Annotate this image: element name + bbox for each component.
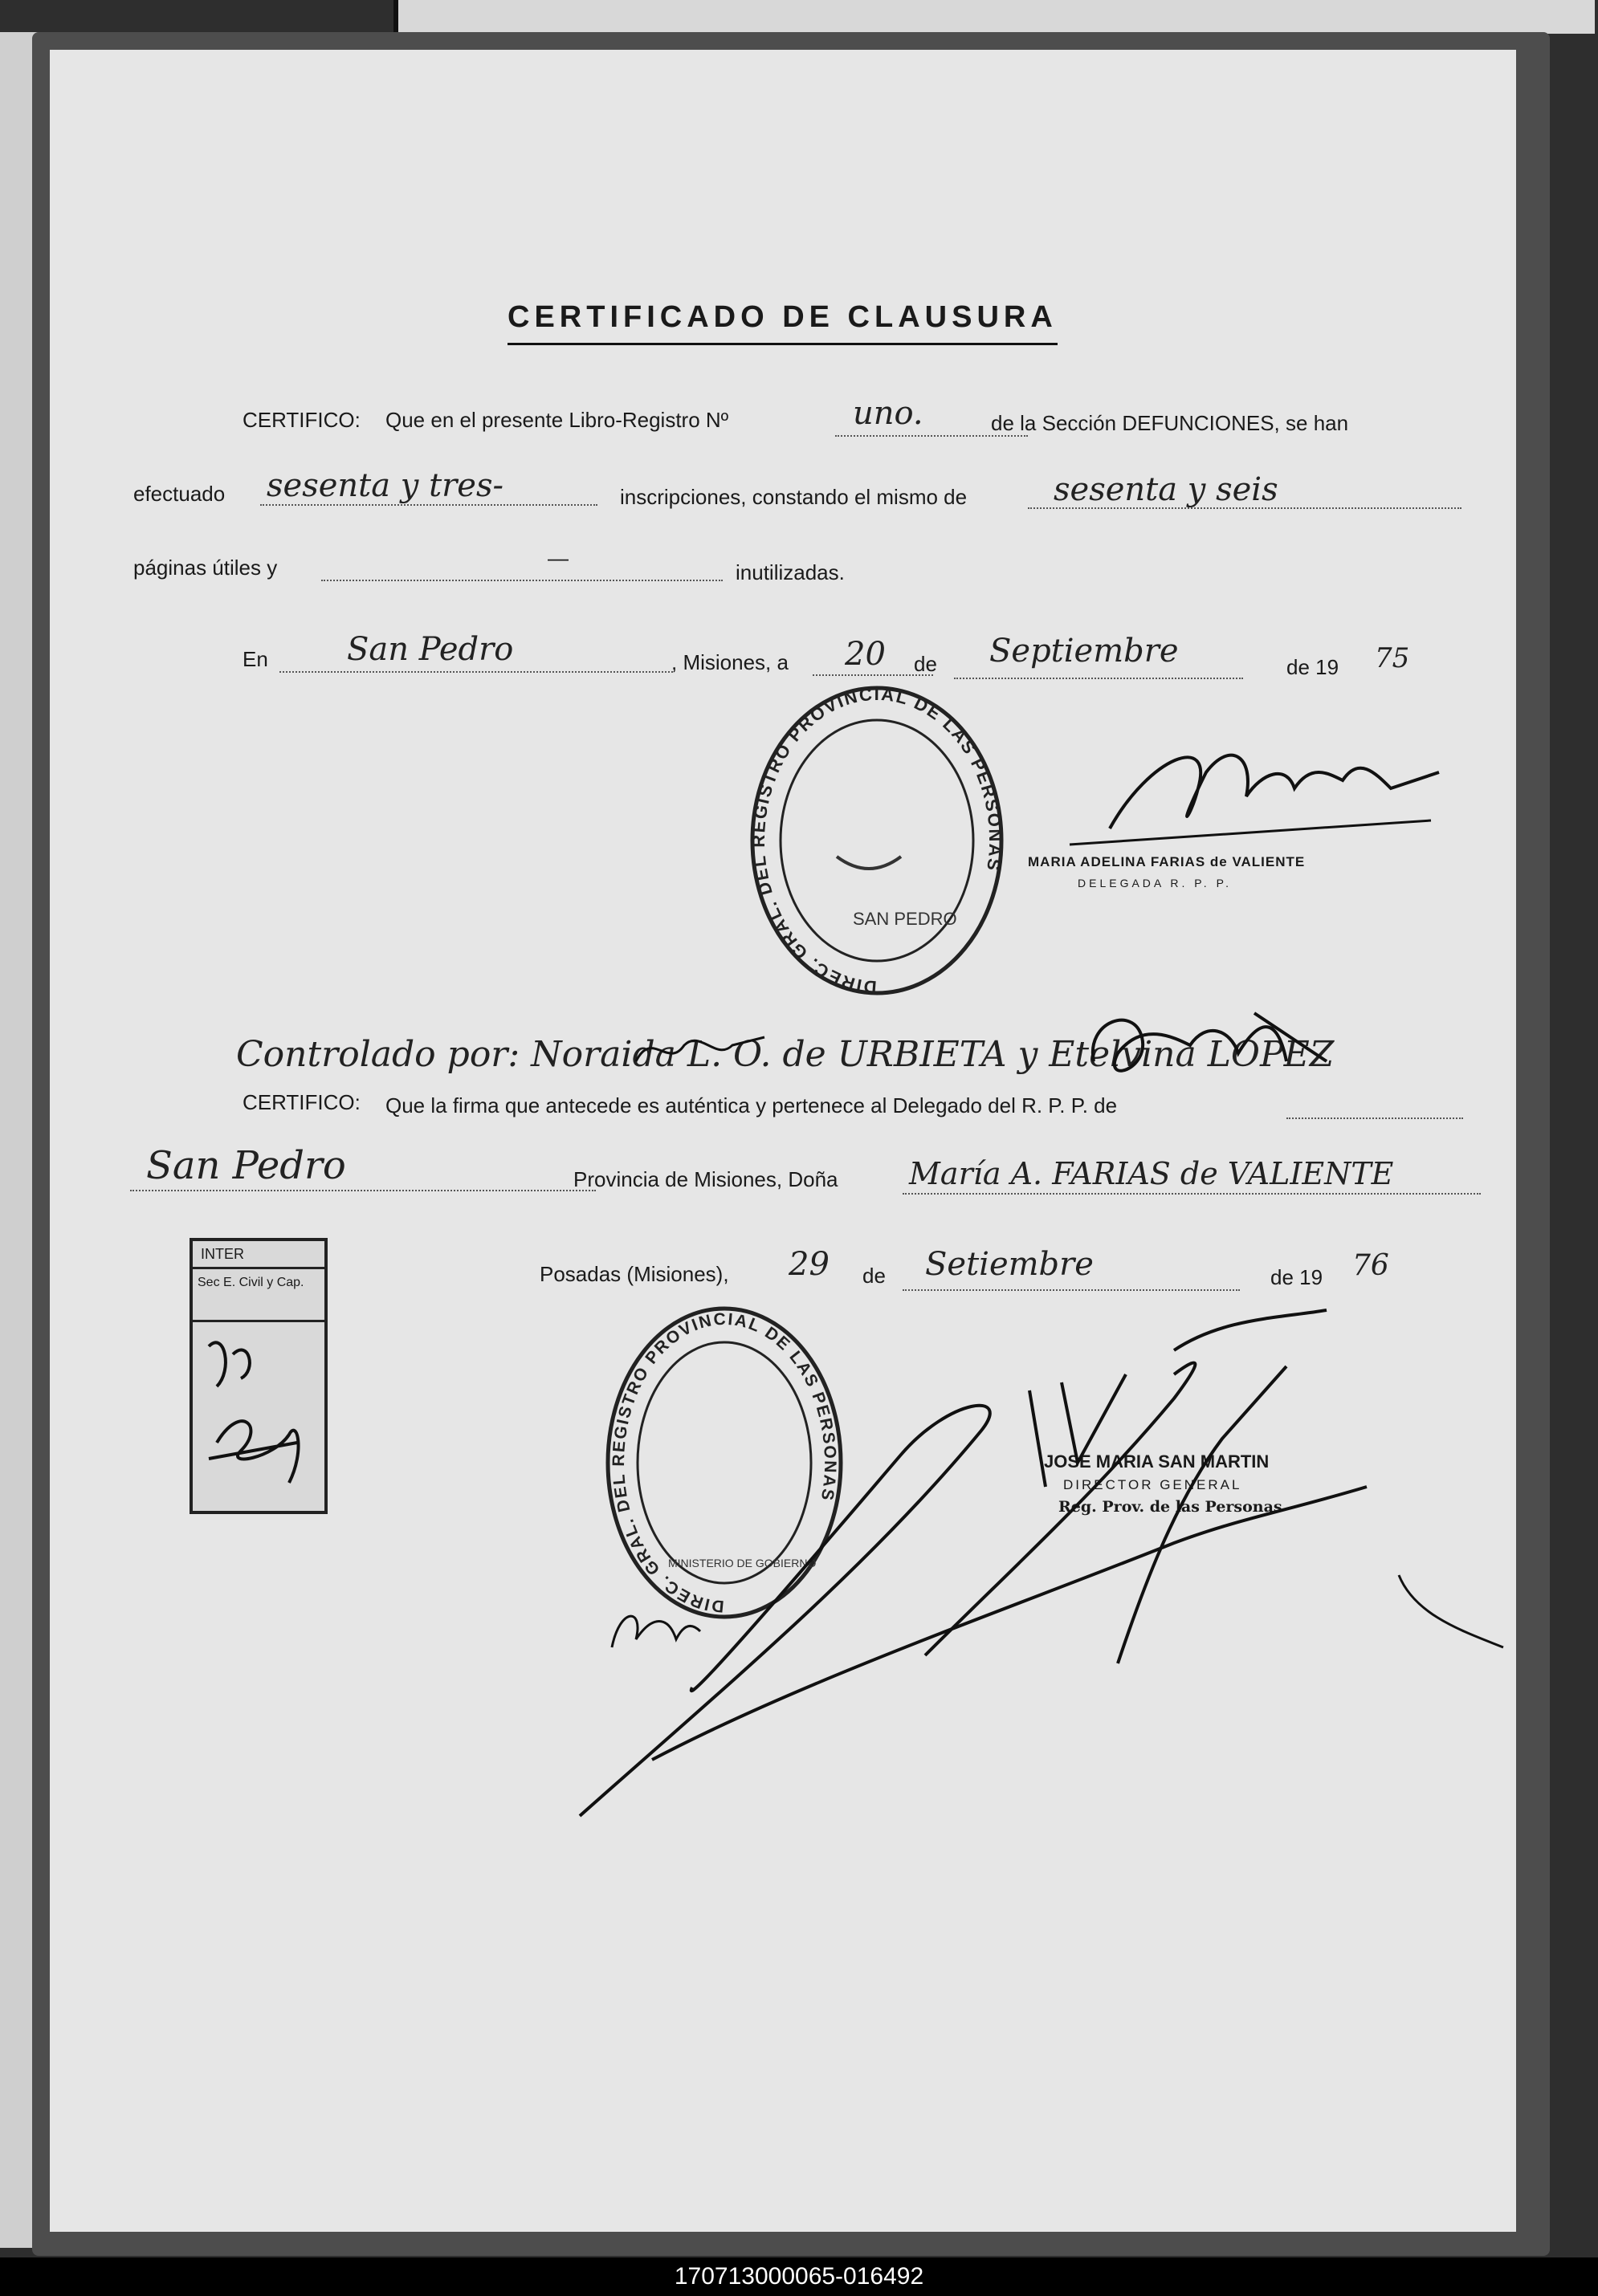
seccion-defunciones-text: de la Sección DEFUNCIONES, se han [991, 411, 1349, 435]
signature-2-name: JOSE MARIA SAN MARTIN [1044, 1451, 1270, 1472]
controller-signature-graphic [1070, 989, 1343, 1109]
inter-stamp-initials-graphic [193, 1322, 321, 1499]
month-line-1 [954, 678, 1243, 679]
inscripciones-count: sesenta y tres- [267, 467, 504, 504]
de-label-2: de [862, 1264, 886, 1288]
provincia-dona-label: Provincia de Misiones, Doña [573, 1167, 838, 1191]
year-prefix-1: de 19 [1286, 655, 1339, 679]
misiones-a-label: , Misiones, a [671, 650, 789, 674]
controller-initials-graphic [628, 1021, 773, 1077]
year-prefix-2: de 19 [1270, 1265, 1323, 1289]
delegado-line [1286, 1117, 1463, 1119]
signature-2-org: Reg. Prov. de las Personas [1058, 1498, 1282, 1516]
dona-name-value: María A. FARIAS de VALIENTE [909, 1156, 1394, 1191]
en-label: En [243, 647, 268, 671]
certifico-label-2: CERTIFICO: [243, 1090, 361, 1114]
signature-1-graphic [1054, 724, 1455, 861]
year-suffix-1: 75 [1375, 642, 1410, 674]
month-value-2: Setiembre [925, 1246, 1094, 1283]
inutilizadas-label: inutilizadas. [736, 560, 845, 584]
de-label-1: de [914, 652, 937, 676]
inscripciones-label: inscripciones, constando el mismo de [620, 485, 968, 509]
certificate-page [50, 50, 1516, 2232]
efectuado-label: efectuado [133, 482, 226, 506]
certifico-label-1: CERTIFICO: [243, 408, 361, 432]
place-value-2: San Pedro [146, 1143, 346, 1188]
inscripciones-line [260, 504, 597, 506]
registry-stamp-1 [740, 684, 1013, 1005]
signature-1-name: MARIA ADELINA FARIAS de VALIENTE [1028, 854, 1306, 869]
inutilizadas-value: — [548, 546, 569, 570]
posadas-label: Posadas (Misiones), [540, 1262, 729, 1286]
controlado-por-annotation: Controlado por: Noraida L. O. de URBIETA y Etelvina LOPEZ [236, 1034, 1335, 1075]
libro-numero-value: uno. [853, 395, 923, 432]
signature-2-role: DIRECTOR GENERAL [1063, 1477, 1242, 1492]
paginas-count: sesenta y seis [1054, 471, 1278, 508]
day-value-2: 29 [789, 1246, 830, 1283]
month-line-2 [903, 1289, 1240, 1291]
place-value-1: San Pedro [347, 631, 514, 668]
inter-stamp [190, 1238, 328, 1514]
place-line-1 [279, 671, 673, 673]
certificate-title: CERTIFICADO DE CLAUSURA [508, 300, 1058, 345]
svg-text:DIREC. GRAL. DEL REGISTRO PROV [748, 684, 1005, 997]
paginas-label: páginas útiles y [133, 556, 278, 580]
place-line-2 [130, 1190, 596, 1191]
top-paper-edge [393, 0, 1595, 34]
signature-2-graphic [564, 1302, 1511, 1832]
stamp-1-center-text: SAN PEDRO [853, 909, 957, 929]
stamp-2-center-text: MINISTERIO DE GOBIERNO [668, 1557, 817, 1569]
inutilizadas-line [321, 580, 723, 581]
document-id-footer: 170713000065-016492 [0, 2257, 1598, 2296]
signature-1-role: DELEGADA R. P. P. [1078, 877, 1232, 889]
libro-registro-text: Que en el presente Libro-Registro Nº [385, 408, 729, 432]
day-value-1: 20 [845, 636, 886, 673]
inter-stamp-line: Sec E. Civil y Cap. [193, 1269, 324, 1322]
year-suffix-2: 76 [1352, 1249, 1389, 1282]
firma-autentica-text: Que la firma que antecede es auténtica y pertenece al Delegado del R. P. P. de [385, 1093, 1118, 1117]
inter-stamp-title: INTER [193, 1241, 324, 1269]
month-value-1: Septiembre [989, 633, 1179, 670]
stamp-2-ring-text: DIREC. GRAL. DEL REGISTRO PROVINCIAL DE LAS PERSONAS [609, 1309, 840, 1616]
stamp-2-initials-graphic [604, 1591, 708, 1663]
stamp-1-ring-text: DIREC. GRAL. DEL REGISTRO PROVINCIAL DE LAS PERSONAS [748, 684, 1006, 998]
name-line-2 [903, 1193, 1481, 1195]
